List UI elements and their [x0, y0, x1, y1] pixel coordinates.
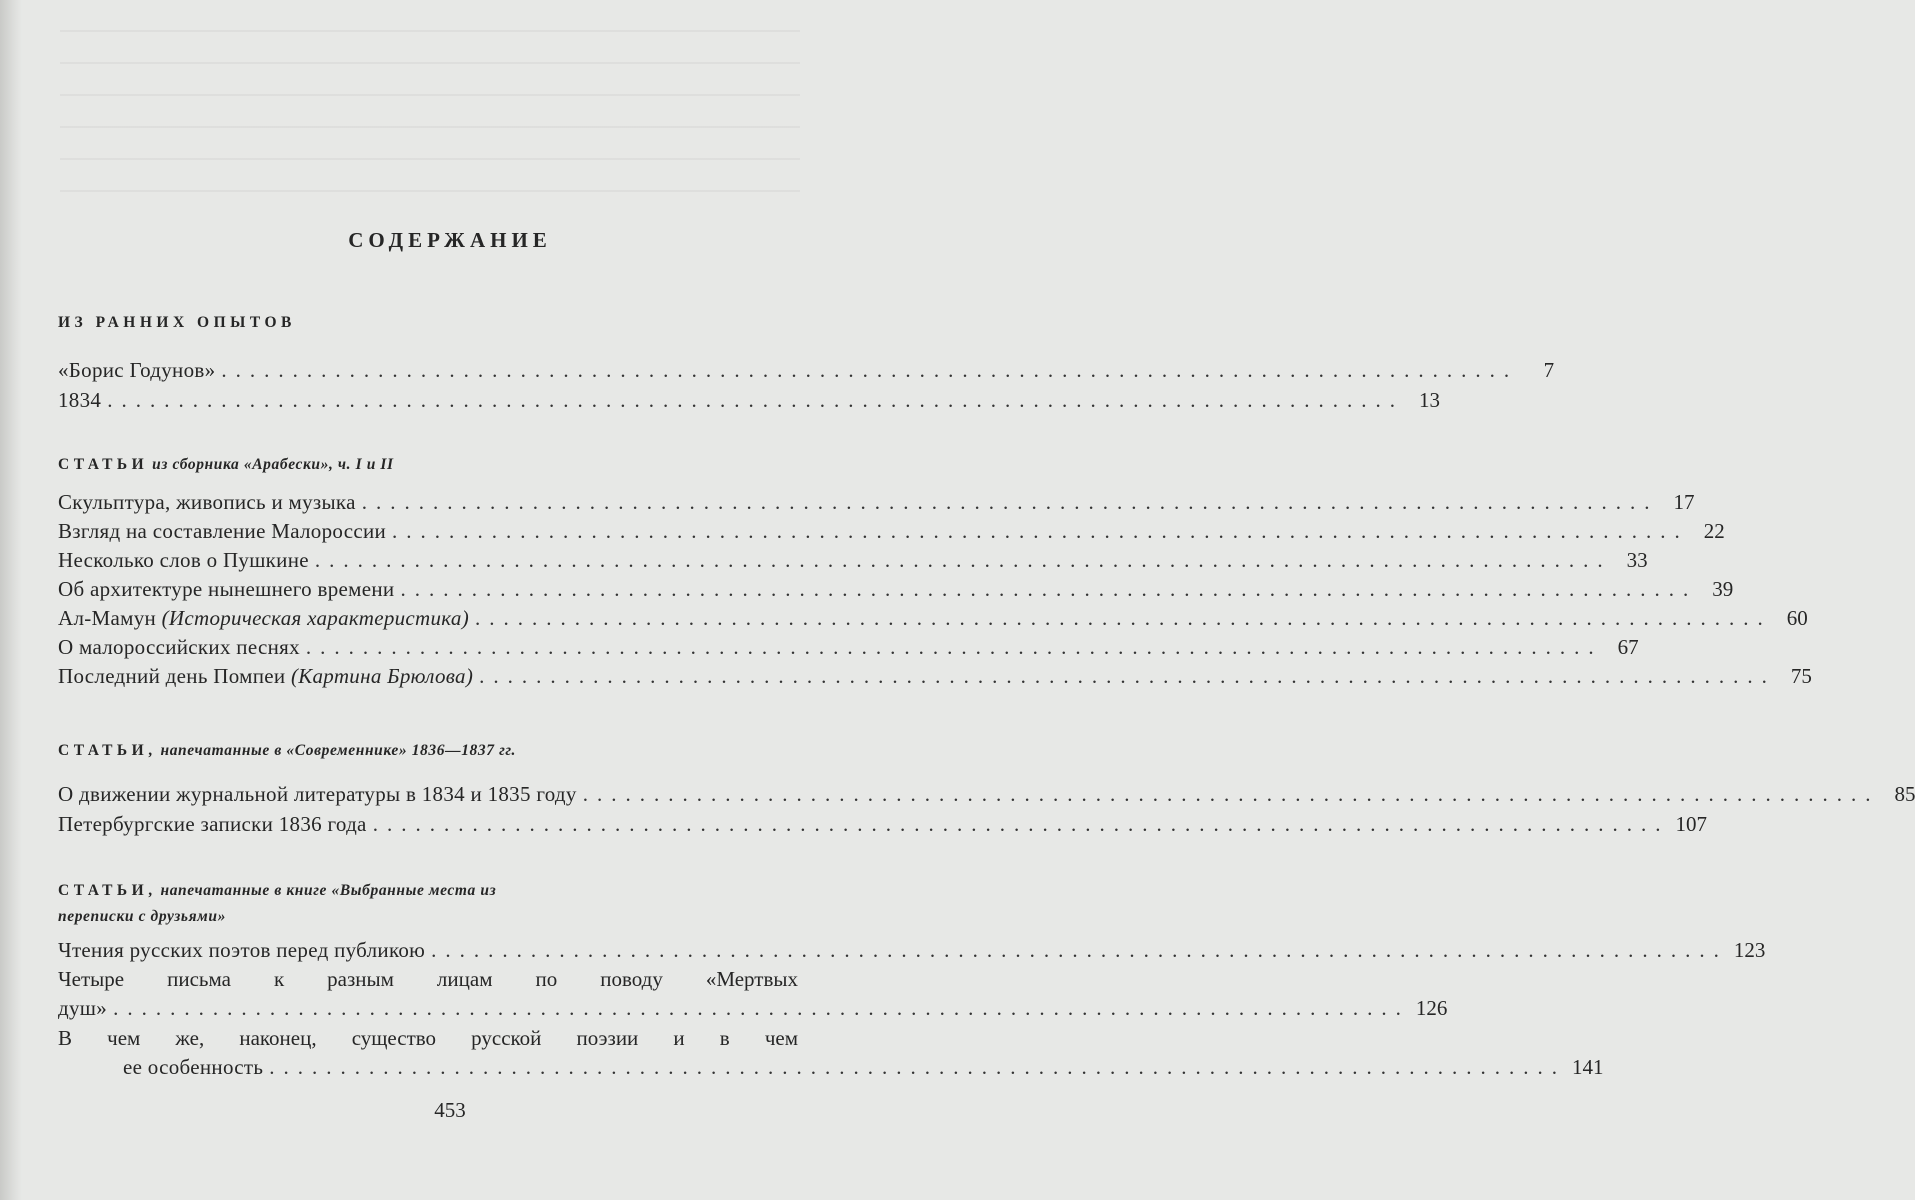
toc-entry-title-text: Ал-Мамун: [58, 606, 162, 630]
toc-entry: [58, 808, 1707, 840]
toc-entry-title: «Борис Годунов»: [58, 358, 216, 382]
leader-dots: ...........................................................................................: [392, 519, 1689, 543]
toc-entry-page: 67: [1617, 635, 1639, 659]
toc-entry-page: 22: [1703, 519, 1725, 543]
toc-entry-page: 75: [1790, 664, 1812, 688]
toc-entry-title-text: Последний день Помпеи: [58, 664, 291, 688]
toc-entry: [58, 515, 1725, 547]
page-number: 453: [434, 1098, 466, 1122]
leader-dots: ...........................................................................................: [431, 938, 1728, 962]
leader-dots: ...........................................................................................: [305, 635, 1603, 659]
leader-dots: ...........................................................................................: [269, 1055, 1566, 1079]
toc-entry-title: Несколько слов о Пушкине: [58, 548, 309, 572]
toc-entry-page: 7: [1543, 358, 1555, 382]
toc-entry-title: [58, 602, 469, 634]
toc-entry-title: душ»: [58, 996, 108, 1020]
book-gutter-shadow: [0, 0, 22, 1200]
bleed-through-text: [60, 0, 800, 220]
toc-entry: [58, 934, 1766, 966]
toc-entry-page: 60: [1786, 606, 1808, 630]
section-heading-italic: переписки с друзьями»: [58, 908, 226, 925]
leader-dots: ...........................................................................................: [221, 358, 1519, 382]
toc-entry: [58, 778, 1915, 810]
leader-dots: ...........................................................................................: [361, 490, 1659, 514]
section-heading-italic: напечатанные в «Современнике» 1836—1837 гг.: [160, 742, 516, 759]
page-title: СОДЕРЖАНИЕ: [348, 228, 552, 252]
leader-dots: ...........................................................................................: [475, 606, 1772, 630]
toc-entry-title: Скульптура, живопись и музыка: [58, 490, 356, 514]
leader-dots: ...........................................................................................: [107, 388, 1404, 412]
section-heading: [58, 738, 798, 764]
leader-dots: ...........................................................................................: [479, 664, 1776, 688]
toc-entry-first-line: В чем же, наконец, существо русской поэзии и в чем: [58, 1026, 798, 1050]
toc-entry: [58, 354, 1555, 386]
toc-entry-page: 141: [1572, 1055, 1604, 1079]
leader-dots: ...........................................................................................: [314, 548, 1612, 572]
toc-entry-title: О малороссийских песнях: [58, 635, 300, 659]
toc-entry: [58, 602, 1808, 634]
toc-entry-title: Взгляд на составление Малороссии: [58, 519, 387, 543]
section-heading-italic: из сборника «Арабески», ч. I и II: [152, 456, 394, 473]
toc-entry-subtitle: (Картина Брюлова): [290, 664, 474, 688]
toc-entry-title: Чтения русских поэтов перед публикою: [58, 938, 426, 962]
toc-entry: [58, 384, 1440, 416]
toc-entry: [58, 573, 1734, 605]
toc-entry-page: 17: [1673, 490, 1695, 514]
section-heading-caps: СТАТЬИ,: [58, 742, 157, 759]
toc-entry: [123, 1051, 1604, 1083]
toc-entry-page: 13: [1418, 388, 1440, 412]
leader-dots: ...........................................................................................: [113, 996, 1410, 1020]
section-heading: [58, 878, 798, 904]
toc-entry-subtitle: (Историческая характеристика): [161, 606, 470, 630]
toc-entry-page: 123: [1733, 938, 1766, 962]
leader-dots: ...........................................................................................: [582, 782, 1880, 806]
toc-entry: [58, 631, 1639, 663]
section-heading-italic: напечатанные в книге «Выбранные места из: [160, 882, 497, 899]
section-heading-caps: ИЗ РАННИХ ОПЫТОВ: [58, 314, 296, 331]
toc-entry-page: 126: [1415, 996, 1448, 1020]
section-heading-caps: СТАТЬИ,: [58, 882, 157, 899]
toc-entry-page: 107: [1675, 812, 1707, 836]
toc-entry-title: [58, 660, 473, 692]
toc-entry: [58, 544, 1648, 576]
toc-entry-title: Петербургские записки 1836 года: [58, 812, 367, 836]
section-heading: [58, 452, 798, 478]
toc-entry: [58, 992, 1448, 1024]
toc-entry: [58, 486, 1695, 518]
toc-entry-page: 33: [1626, 548, 1648, 572]
toc-entry-first-line: Четыре письма к разным лицам по поводу «Мертвых: [58, 967, 798, 991]
leader-dots: ...........................................................................................: [372, 812, 1670, 836]
toc-entry-page: 39: [1712, 577, 1734, 601]
toc-entry-title: 1834: [58, 388, 102, 412]
toc-entry-title: Об архитектуре нынешнего времени: [58, 577, 395, 601]
toc-entry: [58, 660, 1812, 692]
section-heading-caps: СТАТЬИ: [58, 456, 149, 473]
toc-entry-title: О движении журнальной литературы в 1834 и 1835 году: [58, 782, 577, 806]
section-heading-continued: [58, 904, 798, 930]
leader-dots: ...........................................................................................: [400, 577, 1698, 601]
toc-entry-page: 85: [1894, 782, 1915, 806]
toc-entry-title: ее особенность: [123, 1055, 264, 1079]
section-heading: [58, 310, 798, 336]
